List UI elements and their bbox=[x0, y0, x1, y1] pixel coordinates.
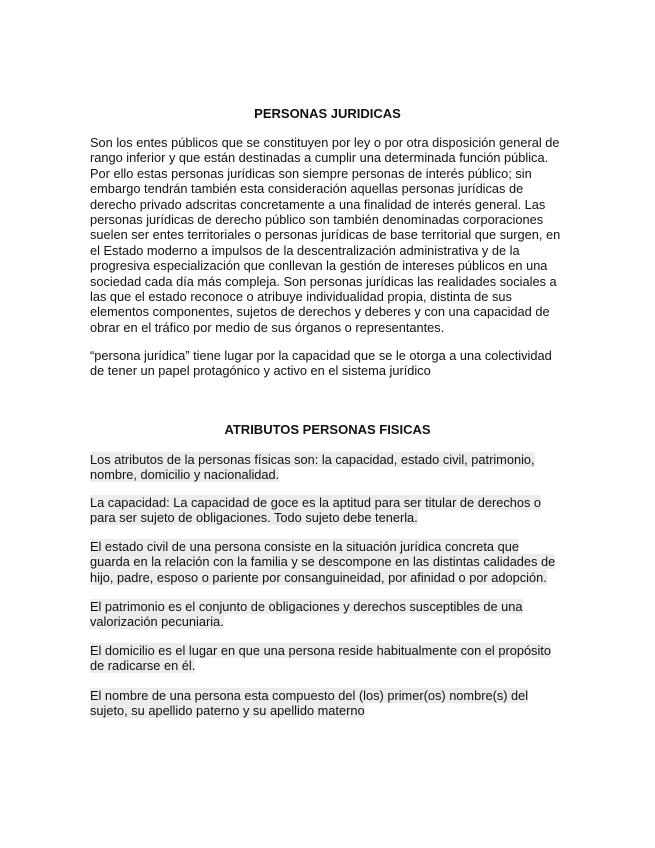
paragraph-line bbox=[90, 510, 570, 525]
paragraph-line-text: “persona jurídica” tiene lugar por la capacidad que se le otorga a una colectividad bbox=[90, 348, 552, 363]
paragraph-line-text: suelen ser entes territoriales o personas jurídicas de base territorial que surgen, en bbox=[90, 227, 561, 243]
paragraph-line-text: El nombre de una persona esta compuesto del (los) primer(os) nombre(s) del bbox=[90, 688, 529, 703]
paragraph-line-text: La capacidad: La capacidad de goce es la aptitud para ser titular de derechos o bbox=[90, 495, 542, 510]
paragraph-line-text: de radicarse en él. bbox=[90, 658, 196, 674]
paragraph-line bbox=[90, 212, 570, 227]
paragraph-line-text: El patrimonio es el conjunto de obligaciones y derechos susceptibles de una bbox=[90, 599, 523, 614]
paragraph-line bbox=[90, 227, 570, 242]
paragraph-line bbox=[90, 166, 570, 181]
paragraph-line bbox=[90, 495, 570, 510]
paragraph-line-text: para ser sujeto de obligaciones. Todo sujeto debe tenerla. bbox=[90, 510, 418, 526]
paragraph-line bbox=[90, 304, 570, 319]
paragraph-line bbox=[90, 135, 570, 150]
paragraph-line bbox=[90, 539, 570, 554]
paragraph-line-text: El domicilio es el lugar en que una persona reside habitualmente con el propósito bbox=[90, 643, 551, 658]
paragraph-line-text: elementos componentes, sujetos de derechos y deberes y con una capacidad de bbox=[90, 304, 550, 320]
paragraph-atributos-list bbox=[90, 452, 570, 483]
paragraph-line bbox=[90, 467, 570, 482]
paragraph-line bbox=[90, 599, 570, 614]
paragraph-line-text: Los atributos de la personas físicas son: la capacidad, estado civil, patrimonio, bbox=[90, 452, 535, 467]
paragraph-line-text: hijo, padre, esposo o pariente por consanguineidad, por afinidad o por adopción. bbox=[90, 569, 547, 585]
paragraph-personas-juridicas-definition bbox=[90, 135, 570, 335]
paragraph-line bbox=[90, 658, 570, 673]
paragraph-line-text: El estado civil de una persona consiste en la situación jurídica concreta que bbox=[90, 539, 519, 554]
paragraph-line bbox=[90, 703, 570, 718]
paragraph-line-text: guarda en la relación con la familia y se descompone en las distintas calidades de bbox=[90, 554, 556, 570]
paragraph-line bbox=[90, 348, 570, 363]
paragraph-line bbox=[90, 258, 570, 273]
paragraph-line bbox=[90, 243, 570, 258]
paragraph-line-text: sociedad cada día más compleja. Son personas jurídicas las realidades sociales a bbox=[90, 273, 557, 289]
paragraph-line bbox=[90, 688, 570, 703]
paragraph-line bbox=[90, 320, 570, 335]
paragraph-line bbox=[90, 181, 570, 196]
paragraph-line bbox=[90, 452, 570, 467]
paragraph-line-text: sujeto, su apellido paterno y su apellido materno bbox=[90, 703, 365, 719]
paragraph-persona-juridica-capacity bbox=[90, 348, 570, 379]
paragraph-line-text: rango inferior y que están destinadas a cumplir una determinada función pública. bbox=[90, 150, 549, 166]
paragraph-line-text: de tener un papel protagónico y activo en el sistema jurídico bbox=[90, 363, 431, 379]
section-title-atributos: ATRIBUTOS PERSONAS FISICAS bbox=[224, 422, 431, 437]
paragraph-line-text: nombre, domicilio y nacionalidad. bbox=[90, 467, 280, 483]
paragraph-line-text: obrar en el tráfico por medio de sus órganos o representantes. bbox=[90, 319, 445, 335]
paragraph-line-text: derecho privado adscritas concretamente a una finalidad de interés general. Las bbox=[90, 196, 546, 212]
paragraph-capacidad bbox=[90, 495, 570, 526]
paragraph-line bbox=[90, 614, 570, 629]
paragraph-line bbox=[90, 197, 570, 212]
paragraph-line bbox=[90, 554, 570, 569]
section-title-personas-juridicas: PERSONAS JURIDICAS bbox=[254, 106, 401, 121]
paragraph-line-text: personas jurídicas de derecho público son también denominadas corporaciones bbox=[90, 212, 544, 228]
paragraph-estado-civil bbox=[90, 539, 570, 585]
paragraph-line-text: valorización pecuniaria. bbox=[90, 614, 224, 630]
paragraph-patrimonio bbox=[90, 599, 570, 630]
paragraph-line-text: progresiva especialización que conllevan la gestión de intereses públicos en una bbox=[90, 258, 548, 274]
paragraph-line-text: el Estado moderno a impulsos de la descentralización administrativa y de la bbox=[90, 242, 520, 258]
paragraph-line bbox=[90, 150, 570, 165]
paragraph-domicilio bbox=[90, 643, 570, 674]
paragraph-line-text: embargo tendrán también esta consideración aquellas personas jurídicas de bbox=[90, 181, 524, 197]
paragraph-line bbox=[90, 570, 570, 585]
paragraph-line-text: Por ello estas personas jurídicas son siempre personas de interés público; sin bbox=[90, 165, 532, 181]
paragraph-line bbox=[90, 363, 570, 378]
paragraph-nombre bbox=[90, 688, 570, 719]
paragraph-line bbox=[90, 274, 570, 289]
paragraph-line-text: las que el estado reconoce o atribuye individualidad propia, distinta de sus bbox=[90, 289, 512, 305]
paragraph-line-text: Son los entes públicos que se constituyen por ley o por otra disposición general de bbox=[90, 135, 560, 150]
paragraph-line bbox=[90, 289, 570, 304]
paragraph-line bbox=[90, 643, 570, 658]
